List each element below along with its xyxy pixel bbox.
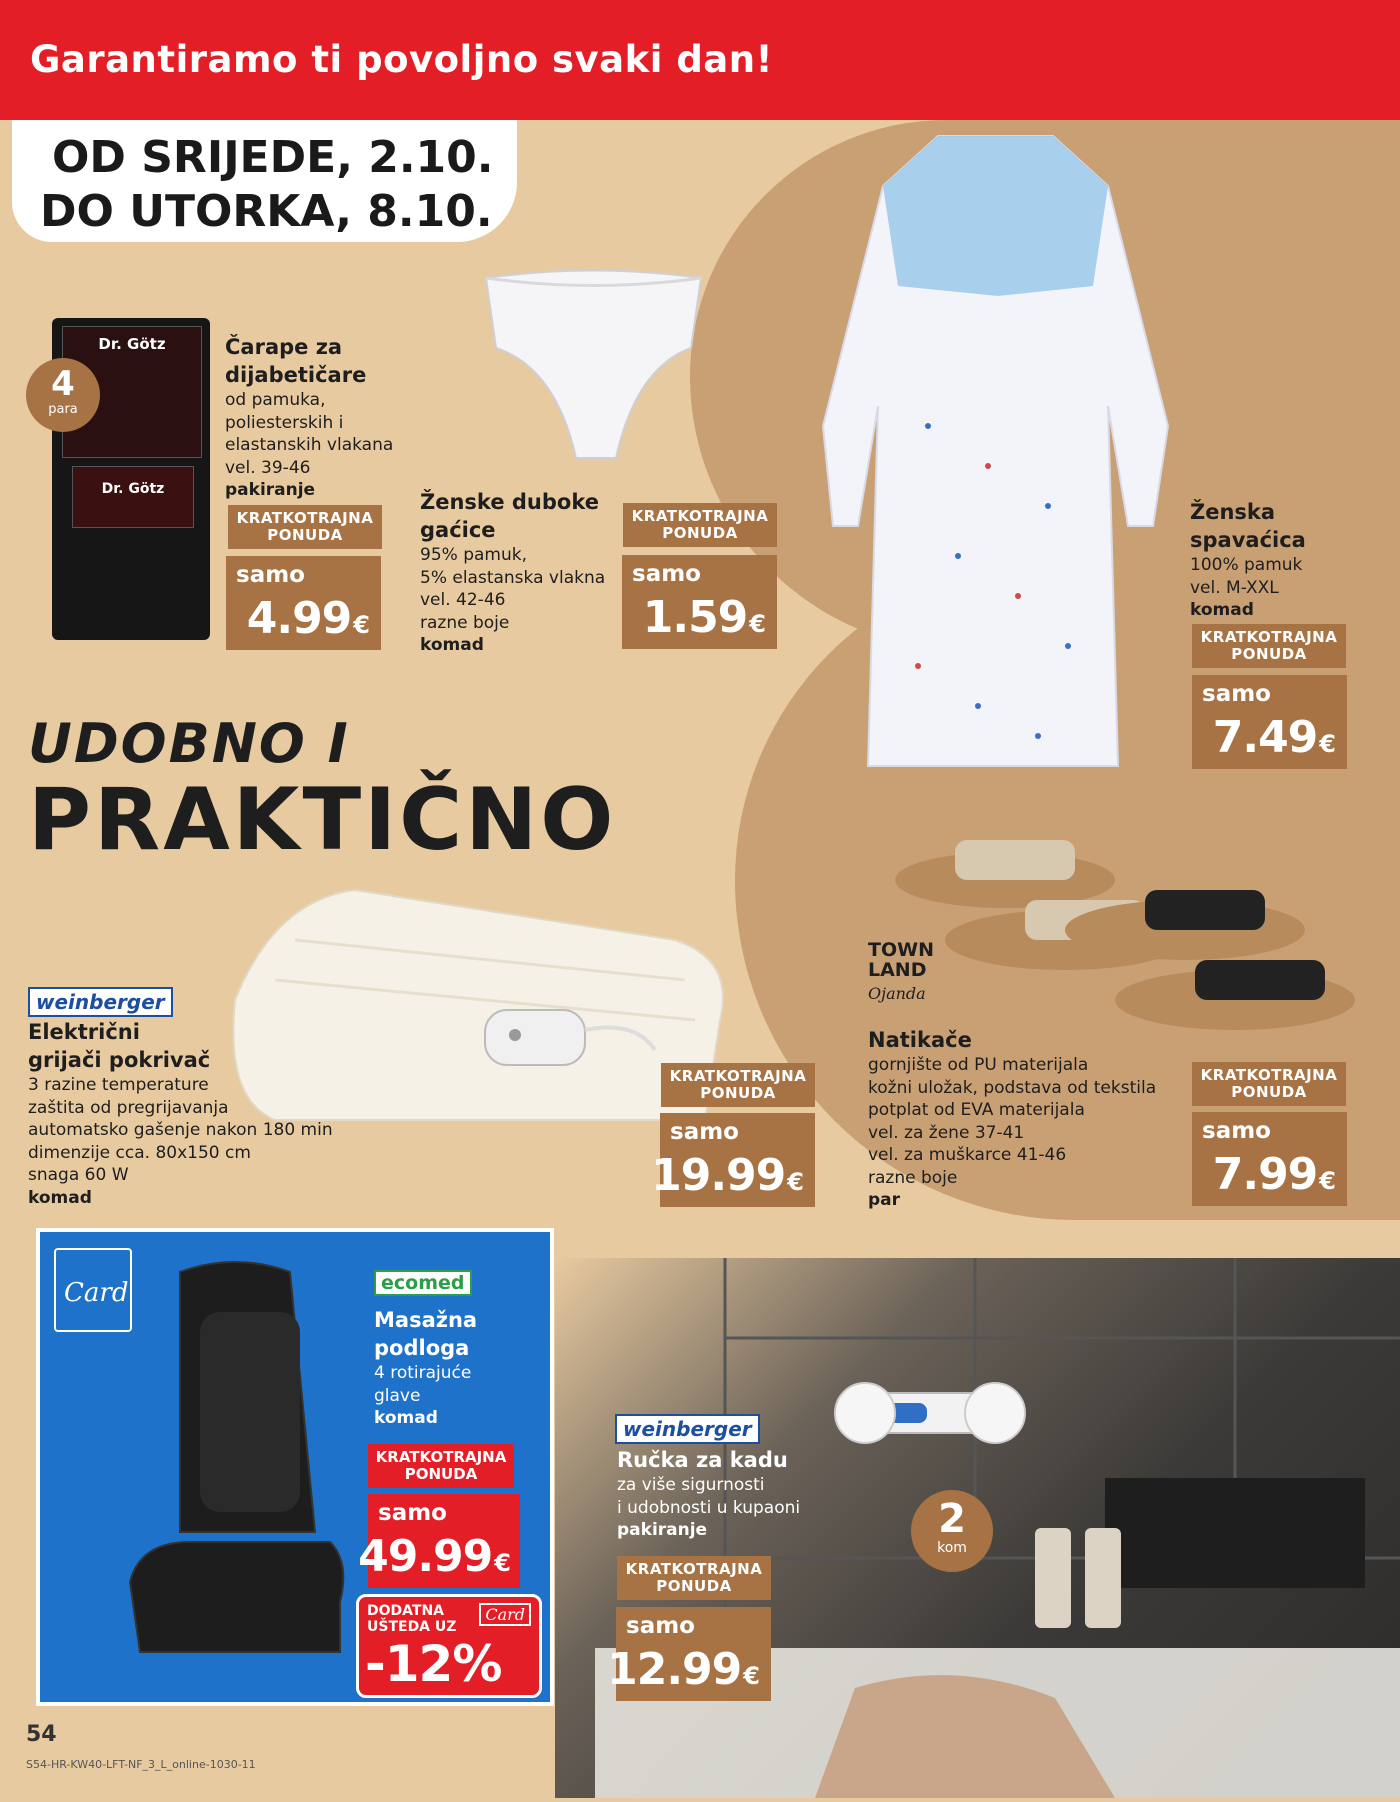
briefs-desc-line: razne boje (420, 612, 510, 633)
slippers-icon (895, 800, 1355, 1045)
discount-label-line: DODATNA (367, 1603, 444, 1619)
badge-line: PONUDA (404, 1465, 478, 1483)
blanket-desc-line: snaga 60 W (28, 1165, 129, 1185)
socks-brand-label: Dr. Götz (101, 481, 165, 497)
blanket-desc (28, 1074, 388, 1209)
nightgown-desc (1190, 554, 1390, 622)
price-value: 1.59 (642, 592, 748, 643)
weinberger-logo: weinberger (615, 1414, 760, 1444)
briefs-title-line: gaćice (420, 518, 496, 542)
handle-unit: pakiranje (617, 1520, 708, 1540)
blanket-title (28, 1018, 388, 1074)
blanket-desc-line: zaštita od pregrijavanja (28, 1097, 229, 1118)
currency: € (749, 610, 765, 638)
socks-desc-line: elastanskih vlakana (225, 435, 394, 455)
badge-line: PONUDA (1231, 1083, 1307, 1101)
blanket-unit: komad (28, 1187, 92, 1208)
nightgown-price-box (1192, 675, 1347, 769)
short-offer-badge (228, 505, 382, 549)
briefs-desc-line: vel. 42-46 (420, 590, 506, 610)
handle-desc-line: i udobnosti u kupaoni (617, 1497, 801, 1518)
ecomed-logo: ecomed (374, 1270, 472, 1296)
badge-line: PONUDA (700, 1084, 776, 1102)
date-to: DO UTORKA, 8.10. (40, 186, 493, 237)
slippers-desc-line: gornjište od PU materijala (868, 1055, 1089, 1075)
briefs-info (420, 488, 620, 657)
nightgown-icon (808, 126, 1184, 776)
blanket-price-box (651, 1113, 815, 1207)
card-logo-text: Card (64, 1278, 129, 1308)
currency: € (494, 1549, 510, 1577)
massage-price-box (358, 1494, 520, 1588)
badge-line: PONUDA (662, 524, 738, 542)
discount-label-line: UŠTEDA UZ (367, 1619, 457, 1635)
briefs-desc (420, 544, 620, 657)
massage-title-line: Masažna (374, 1308, 478, 1332)
pack-count-badge (26, 358, 100, 432)
briefs-price (643, 592, 765, 643)
blanket-desc-line: dimenzije cca. 80x150 cm (28, 1142, 251, 1163)
samo-label: samo (670, 1119, 739, 1145)
socks-unit: pakiranje (225, 480, 316, 500)
socks-price-box (226, 556, 381, 650)
short-offer-badge (617, 1556, 771, 1600)
price-value: 12.99 (607, 1644, 742, 1695)
slippers-price-box (1192, 1112, 1347, 1206)
socks-price (247, 593, 369, 644)
handle-info (617, 1446, 897, 1542)
briefs-image (476, 258, 711, 473)
socks-title-line: dijabetičare (225, 363, 367, 387)
nightgown-unit: komad (1190, 600, 1254, 620)
briefs-price-box (622, 555, 777, 649)
badge-line: KRATKOTRAJNA (236, 509, 374, 527)
massage-title (374, 1306, 544, 1362)
socks-desc-line: od pamuka, (225, 390, 326, 410)
badge-line: KRATKOTRAJNA (625, 1560, 763, 1578)
slippers-info (868, 1026, 1208, 1212)
badge-line: KRATKOTRAJNA (1200, 1066, 1338, 1084)
nightgown-price (1213, 712, 1335, 763)
headline-line2: PRAKTIČNO (28, 770, 617, 870)
briefs-unit: komad (420, 635, 484, 655)
nightgown-image (808, 126, 1184, 776)
short-offer-badge (1192, 1062, 1346, 1106)
badge-line: KRATKOTRAJNA (631, 507, 769, 525)
card-offer-panel (36, 1228, 554, 1706)
briefs-title (420, 488, 620, 544)
massage-info (374, 1306, 544, 1430)
massage-seat-image (120, 1252, 350, 1672)
socks-title (225, 333, 405, 389)
slippers-price (1213, 1149, 1335, 1200)
slippers-desc-line: vel. za muškarce 41-46 (868, 1145, 1067, 1165)
slippers-image (895, 800, 1355, 1045)
samo-label: samo (1202, 681, 1271, 707)
pack-unit: para (48, 402, 78, 417)
badge-line: PONUDA (267, 526, 343, 544)
slippers-title: Natikače (868, 1028, 972, 1052)
card-discount-badge (356, 1594, 542, 1698)
badge-line: PONUDA (1231, 645, 1307, 663)
price-value: 7.49 (1212, 712, 1318, 763)
short-offer-badge (661, 1063, 815, 1107)
footer-code: S54-HR-KW40-LFT-NF_3_L_online-1030-11 (26, 1758, 256, 1771)
currency: € (1319, 730, 1335, 758)
townland-logo-line: LAND (868, 959, 927, 981)
badge-line: KRATKOTRAJNA (1200, 628, 1338, 646)
pack-count: 4 (51, 364, 75, 404)
header-bar (0, 0, 1400, 120)
briefs-desc-line: 95% pamuk, (420, 545, 527, 565)
briefs-title-line: Ženske duboke (420, 490, 599, 514)
currency: € (353, 611, 369, 639)
nightgown-title-line: spavaćica (1190, 528, 1306, 552)
page-number: 54 (26, 1722, 57, 1747)
short-offer-badge (368, 1444, 514, 1488)
socks-info (225, 333, 405, 502)
samo-label: samo (1202, 1118, 1271, 1144)
discount-label (367, 1603, 456, 1635)
slippers-desc (868, 1054, 1208, 1212)
handle-title: Ručka za kadu (617, 1448, 788, 1472)
nightgown-title-line: Ženska (1190, 500, 1276, 524)
blanket-title-line: Električni (28, 1020, 140, 1044)
socks-brand-label: Dr. Götz (98, 335, 166, 353)
price-value: 49.99 (358, 1531, 493, 1582)
nightgown-title (1190, 498, 1390, 554)
samo-label: samo (378, 1500, 447, 1526)
count-value: 2 (938, 1496, 966, 1542)
price-value: 4.99 (246, 593, 352, 644)
massage-desc (374, 1362, 544, 1430)
oyanda-logo: Ojanda (868, 984, 926, 1003)
massage-unit: komad (374, 1408, 438, 1428)
headline-line1: UDOBNO I (28, 712, 350, 775)
nightgown-desc-line: 100% pamuk (1190, 555, 1303, 575)
blanket-price (651, 1150, 803, 1201)
massage-seat-icon (120, 1252, 350, 1672)
currency: € (1319, 1167, 1335, 1195)
samo-label: samo (236, 562, 305, 588)
samo-label: samo (626, 1613, 695, 1639)
socks-title-line: Čarape za (225, 335, 343, 359)
handle-price-box (607, 1607, 771, 1701)
blanket-desc-line: 3 razine temperature (28, 1075, 209, 1095)
massage-title-line: podloga (374, 1336, 470, 1360)
massage-price (358, 1531, 510, 1582)
briefs-desc-line: 5% elastanska vlakna (420, 567, 606, 588)
badge-line: KRATKOTRAJNA (669, 1067, 807, 1085)
blanket-title-line: grijači pokrivač (28, 1048, 211, 1072)
socks-desc (225, 389, 405, 502)
blanket-desc-line: automatsko gašenje nakon 180 min (28, 1120, 333, 1140)
badge-line: KRATKOTRAJNA (375, 1448, 507, 1466)
socks-desc-line: vel. 39-46 (225, 457, 311, 478)
handle-price (607, 1644, 759, 1695)
header-slogan: Garantiramo ti povoljno svaki dan! (30, 38, 773, 81)
socks-desc-line: poliesterskih i (225, 412, 344, 433)
townland-logo-line: TOWN (868, 939, 934, 961)
massage-desc-line: glave (374, 1385, 421, 1406)
slippers-unit: par (868, 1190, 901, 1210)
townland-logo (868, 940, 934, 1003)
date-from: OD SRIJEDE, 2.10. (52, 132, 494, 183)
slippers-desc-line: kožni uložak, podstava od tekstila (868, 1077, 1157, 1098)
blanket-info (28, 1018, 388, 1209)
briefs-icon (476, 258, 711, 473)
handle-desc-line: za više sigurnosti (617, 1475, 765, 1495)
nightgown-desc-line: vel. M-XXL (1190, 577, 1279, 598)
badge-line: PONUDA (656, 1577, 732, 1595)
price-value: 19.99 (651, 1150, 786, 1201)
currency: € (787, 1168, 803, 1196)
card-logo-small: Card (479, 1603, 531, 1626)
socks-label (72, 466, 194, 528)
count-unit: kom (937, 1540, 967, 1556)
count-badge (911, 1490, 993, 1572)
handle-desc (617, 1474, 897, 1542)
weinberger-logo: weinberger (28, 987, 173, 1017)
massage-desc-line: 4 rotirajuće (374, 1363, 472, 1383)
samo-label: samo (632, 561, 701, 587)
price-value: 7.99 (1212, 1149, 1318, 1200)
currency: € (743, 1662, 759, 1690)
slippers-desc-line: razne boje (868, 1167, 958, 1188)
discount-value: -12% (365, 1635, 502, 1693)
short-offer-badge (623, 503, 777, 547)
slippers-desc-line: vel. za žene 37-41 (868, 1122, 1025, 1143)
nightgown-info (1190, 498, 1390, 622)
short-offer-badge (1192, 624, 1346, 668)
slippers-desc-line: potplat od EVA materijala (868, 1100, 1085, 1120)
